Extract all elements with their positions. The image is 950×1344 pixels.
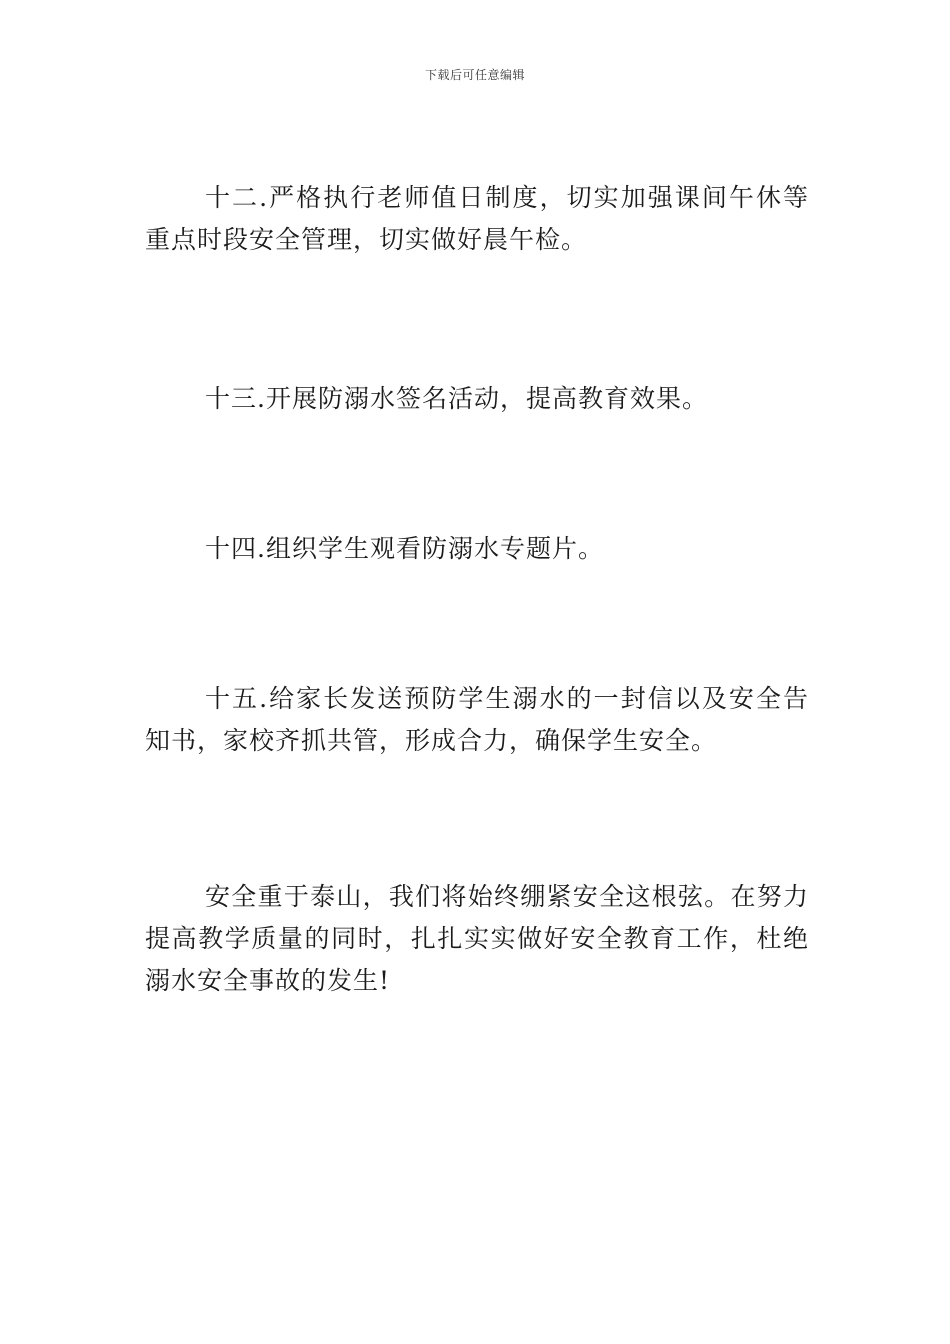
paragraph-item-15: 十五.给家长发送预防学生溺水的一封信以及安全告知书，家校齐抓共管，形成合力，确保学生安全。 — [145, 684, 809, 755]
paragraph-item-12: 十二.严格执行老师值日制度，切实加强课间午休等重点时段安全管理，切实做好晨午检。 — [145, 183, 809, 254]
paragraph-conclusion: 安全重于泰山，我们将始终绷紧安全这根弦。在努力提高教学质量的同时，扎扎实实做好安全教育工作，杜绝溺水安全事故的发生! — [145, 882, 809, 995]
header-note: 下载后可任意编辑 — [424, 68, 525, 82]
paragraph-item-14: 十四.组织学生观看防溺水专题片。 — [205, 534, 604, 563]
paragraph-item-13: 十三.开展防溺水签名活动，提高教育效果。 — [205, 384, 708, 413]
